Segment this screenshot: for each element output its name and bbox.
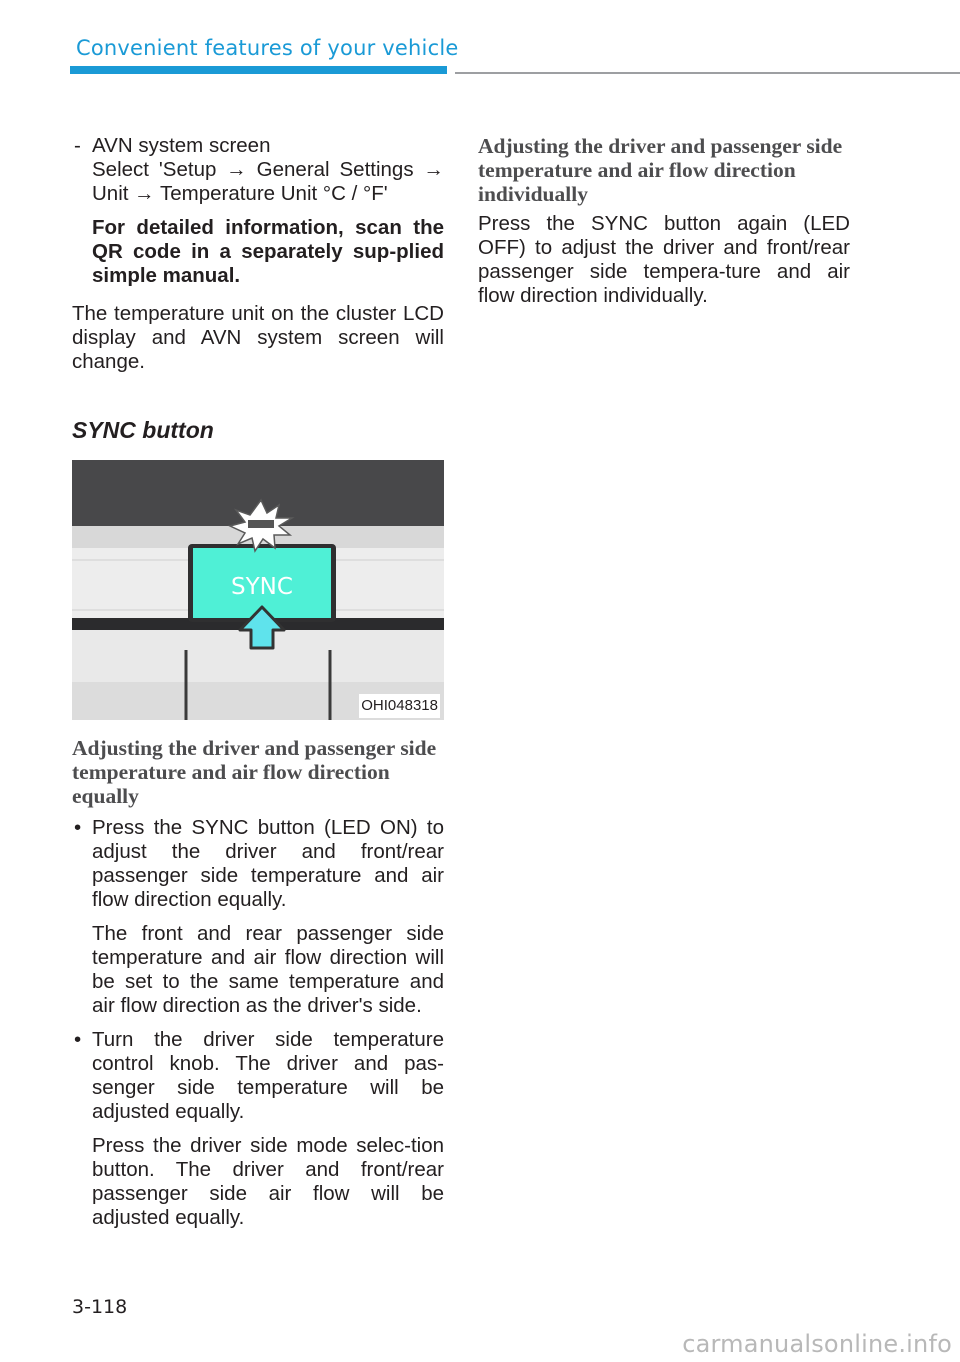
bullet-marker: • xyxy=(74,816,82,839)
avn-note: For detailed information, scan the QR code in a separately sup-plied simple manual. xyxy=(92,216,444,287)
unit-change-text: The temperature unit on the cluster LCD display and AVN system screen will change. xyxy=(72,302,444,373)
avn-label: AVN system screen xyxy=(92,134,271,157)
header-rule xyxy=(455,72,960,74)
left-column xyxy=(72,134,444,1230)
right-column xyxy=(478,134,850,308)
sync-figure xyxy=(72,460,444,720)
bullet-subtext: Press the driver side mode selec-tion button. The driver and front/rear passenger side air flow will be adjusted equally. xyxy=(92,1134,444,1229)
bullet-text: Turn the driver side temperature control knob. The driver and pas-senger side temperature will be adjusted equally. xyxy=(92,1028,444,1123)
avn-item xyxy=(72,134,444,158)
bullet-text: Press the SYNC button (LED ON) to adjust the driver and front/rear passenger side temperature and air flow direction equally. xyxy=(92,816,444,911)
bullet-item-sync xyxy=(72,816,444,1018)
avn-instruction: Select 'Setup → General Settings → Unit → Temperature Unit °C / °F' xyxy=(92,158,444,205)
dash-marker: - xyxy=(74,134,81,157)
header-bar-accent xyxy=(70,66,447,74)
watermark: carmanualsonline.info xyxy=(682,1330,952,1358)
header-title: Convenient features of your vehicle xyxy=(76,36,459,60)
sync-illustration xyxy=(72,460,444,720)
page-number: 3-118 xyxy=(72,1296,128,1318)
sync-button-label: SYNC xyxy=(231,574,293,600)
bullet-subtext: The front and rear passenger side temperature and air flow direction will be set to the same temperature and air flow direction as the driver's side. xyxy=(92,922,444,1017)
equal-heading: Adjusting the driver and passenger side temperature and air flow direction equally xyxy=(72,736,437,808)
individual-heading: Adjusting the driver and passenger side temperature and air flow direction individually xyxy=(478,134,843,206)
bullet-item-knob xyxy=(72,1028,444,1230)
figure-code: OHI048318 xyxy=(359,694,440,718)
individual-text: Press the SYNC button again (LED OFF) to adjust the driver and front/rear passenger side tempera-ture and air flow direction individually. xyxy=(478,212,850,307)
sync-section-title: SYNC button xyxy=(72,417,214,443)
bullet-marker: • xyxy=(74,1028,82,1051)
